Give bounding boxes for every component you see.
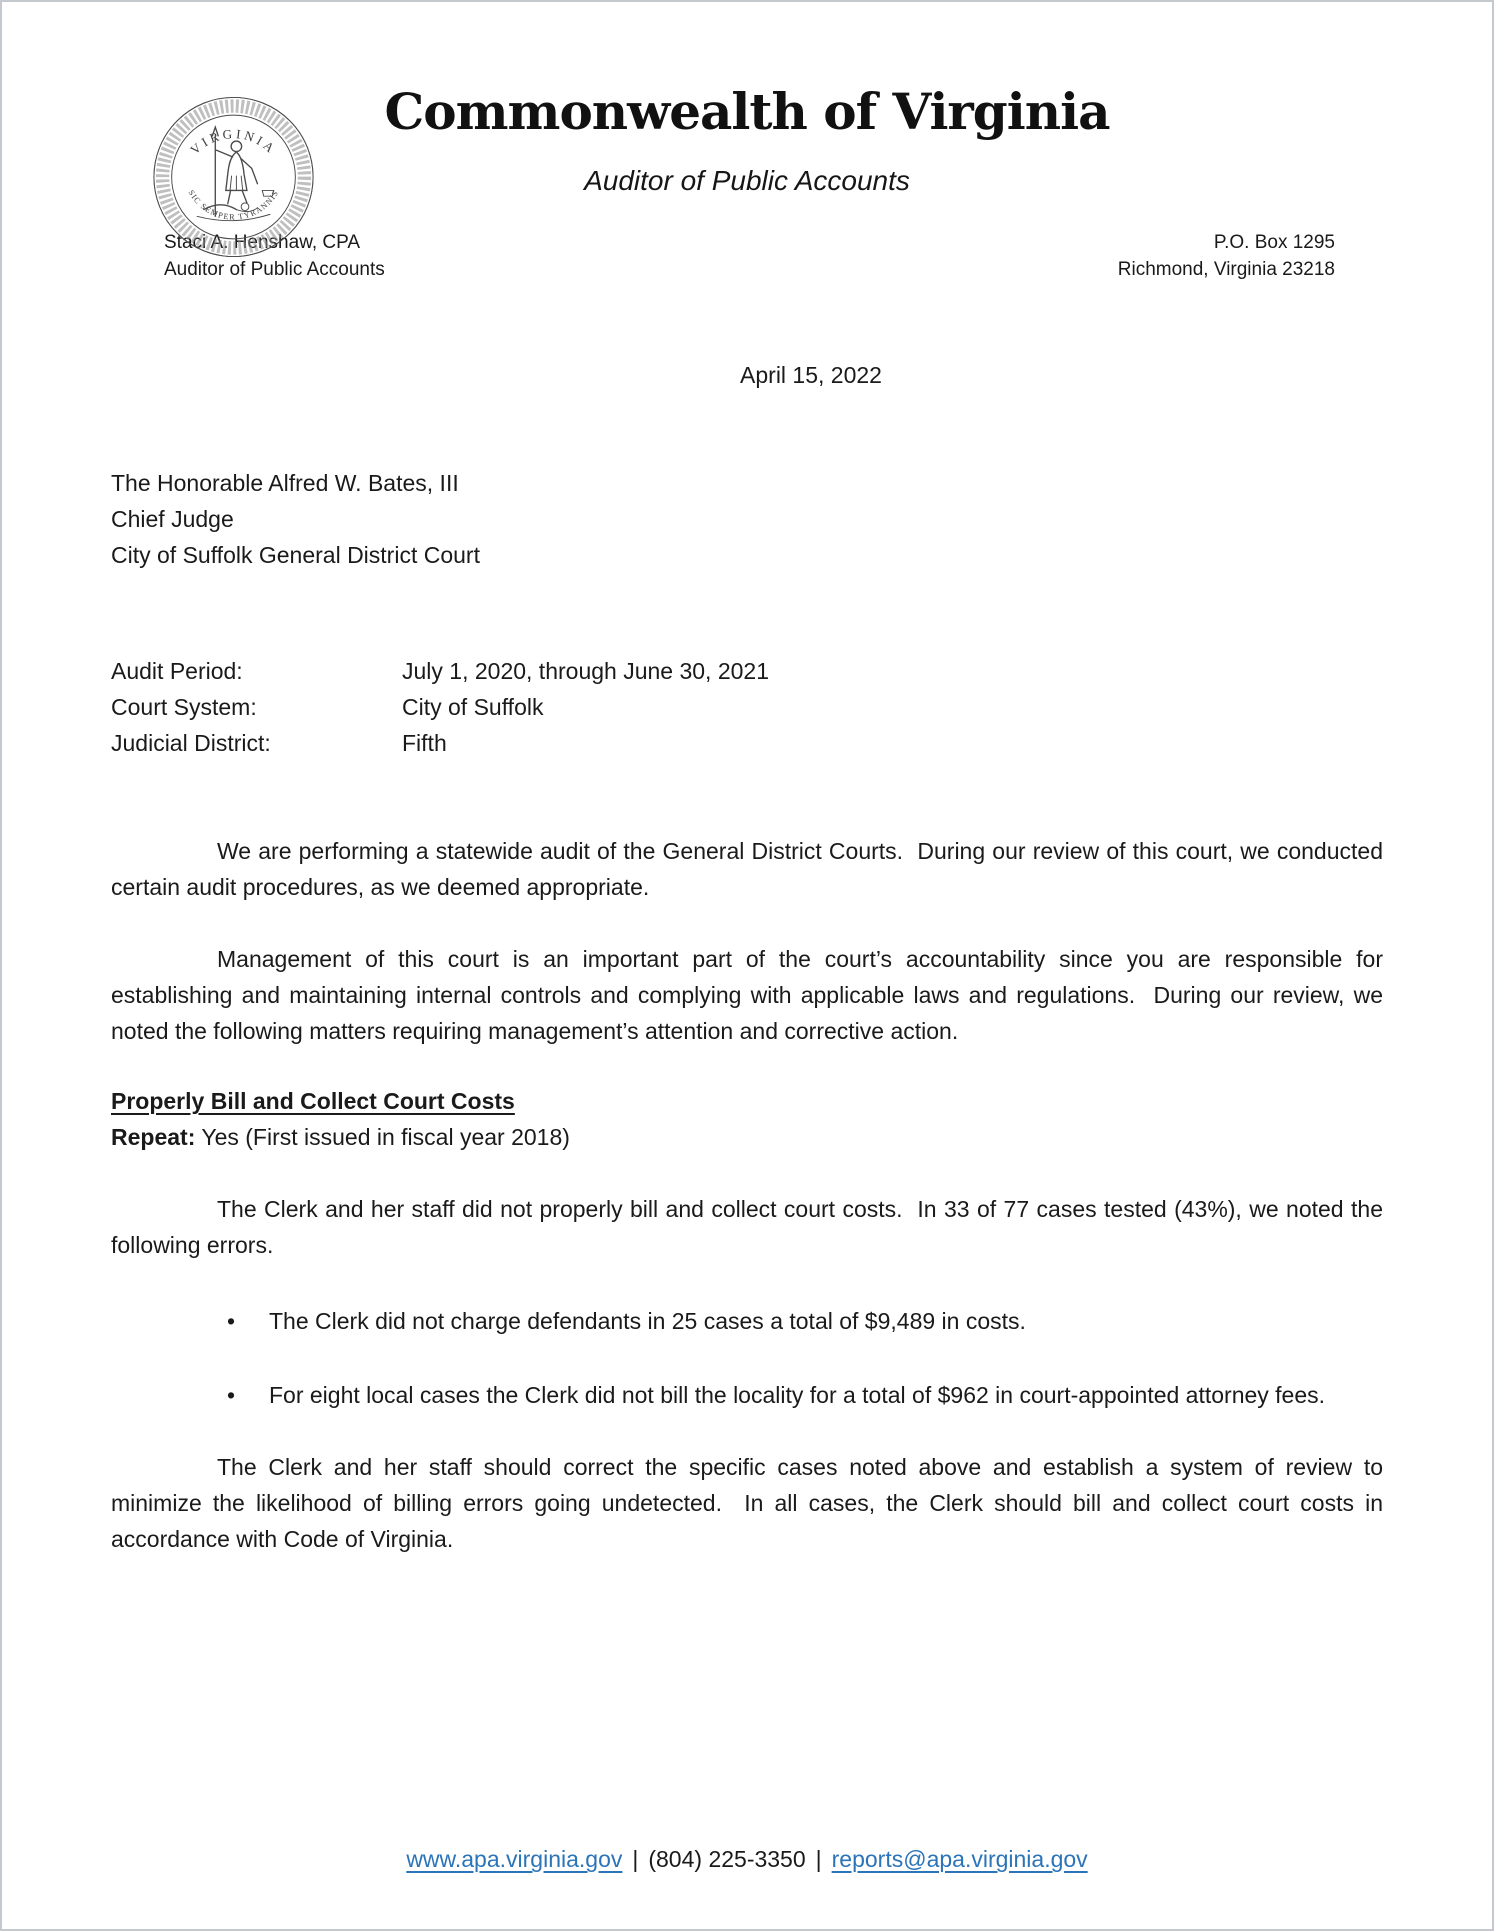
audit-info-block [111,653,1383,761]
recipient-title: Chief Judge [111,506,234,532]
judicial-district-value: Fifth [402,730,447,756]
repeat-value: Yes (First issued in fiscal year 2018) [195,1124,570,1150]
court-system-value: City of Suffolk [402,694,544,720]
paragraph-management: Management of this court is an important part of the court’s accountability since you are responsible for establishing and maintaining internal controls and complying with applicable laws and regulations. During our review, we noted the following matters requiring management’s attention and corrective action. [111,946,1383,1044]
auditor-name: Staci A. Henshaw, CPA [164,232,361,253]
svg-text:SIC SEMPER TYRANNIS [186,188,280,221]
letterhead-title: Commonwealth of Virginia [384,82,1110,141]
auditor-title: Auditor of Public Accounts [164,259,385,280]
bullet-item-uncharged-costs: • The Clerk did not charge defendants in 25 cases a total of $9,489 in costs. [269,1303,1383,1339]
letterhead-subtitle: Auditor of Public Accounts [584,165,910,196]
address-po-box: P.O. Box 1295 [1213,232,1335,253]
finding-heading: Properly Bill and Collect Court Costs [111,1088,515,1114]
repeat-line [111,1119,1383,1155]
finding-bullet-list [111,1303,1383,1413]
letter-date: April 15, 2022 [740,362,882,388]
bullet-item-attorney-fees: • For eight local cases the Clerk did not bill the locality for a total of $962 in court-appointed attorney fees. [269,1377,1383,1413]
judicial-district-row [111,725,1383,761]
paragraph-finding-summary: The Clerk and her staff did not properly bill and collect court costs. In 33 of 77 cases tested (43%), we noted the following errors. [111,1196,1383,1258]
recipient-block [111,465,1383,573]
footer-website-link[interactable]: www.apa.virginia.gov [406,1846,623,1872]
court-system-row [111,689,1383,725]
seal-top-text: VIRGINIA [187,125,280,158]
repeat-label: Repeat: [111,1124,196,1150]
judicial-district-label: Judicial District: [111,730,271,756]
footer-separator: | [815,1846,822,1872]
audit-period-value: July 1, 2020, through June 30, 2021 [402,658,770,684]
page-footer [2,1841,1492,1877]
recipient-name: The Honorable Alfred W. Bates, III [111,470,459,496]
audit-period-label: Audit Period: [111,658,243,684]
audit-period-row [111,653,1383,689]
letterhead [111,84,1383,283]
recipient-court: City of Suffolk General District Court [111,542,480,568]
footer-phone: (804) 225-3350 [648,1846,806,1872]
footer-separator: | [632,1846,639,1872]
court-system-label: Court System: [111,694,257,720]
office-address [1118,229,1335,283]
footer-email-link[interactable]: reports@apa.virginia.gov [831,1846,1088,1872]
address-city: Richmond, Virginia 23218 [1117,259,1335,280]
seal-bottom-text: SIC SEMPER TYRANNIS [186,188,281,222]
finding-heading-block [111,1083,1383,1155]
virginia-seal-icon [152,86,315,268]
paragraph-recommendation: The Clerk and her staff should correct the specific cases noted above and establish a system of review to minimize the likelihood of billing errors going undetected. In all cases, the Clerk should bill and collect court costs in accordance with Code of Virginia. [111,1454,1383,1552]
paragraph-intro: We are performing a statewide audit of the General District Courts. During our review of this court, we conducted certain audit procedures, as we deemed appropriate. [111,838,1383,900]
